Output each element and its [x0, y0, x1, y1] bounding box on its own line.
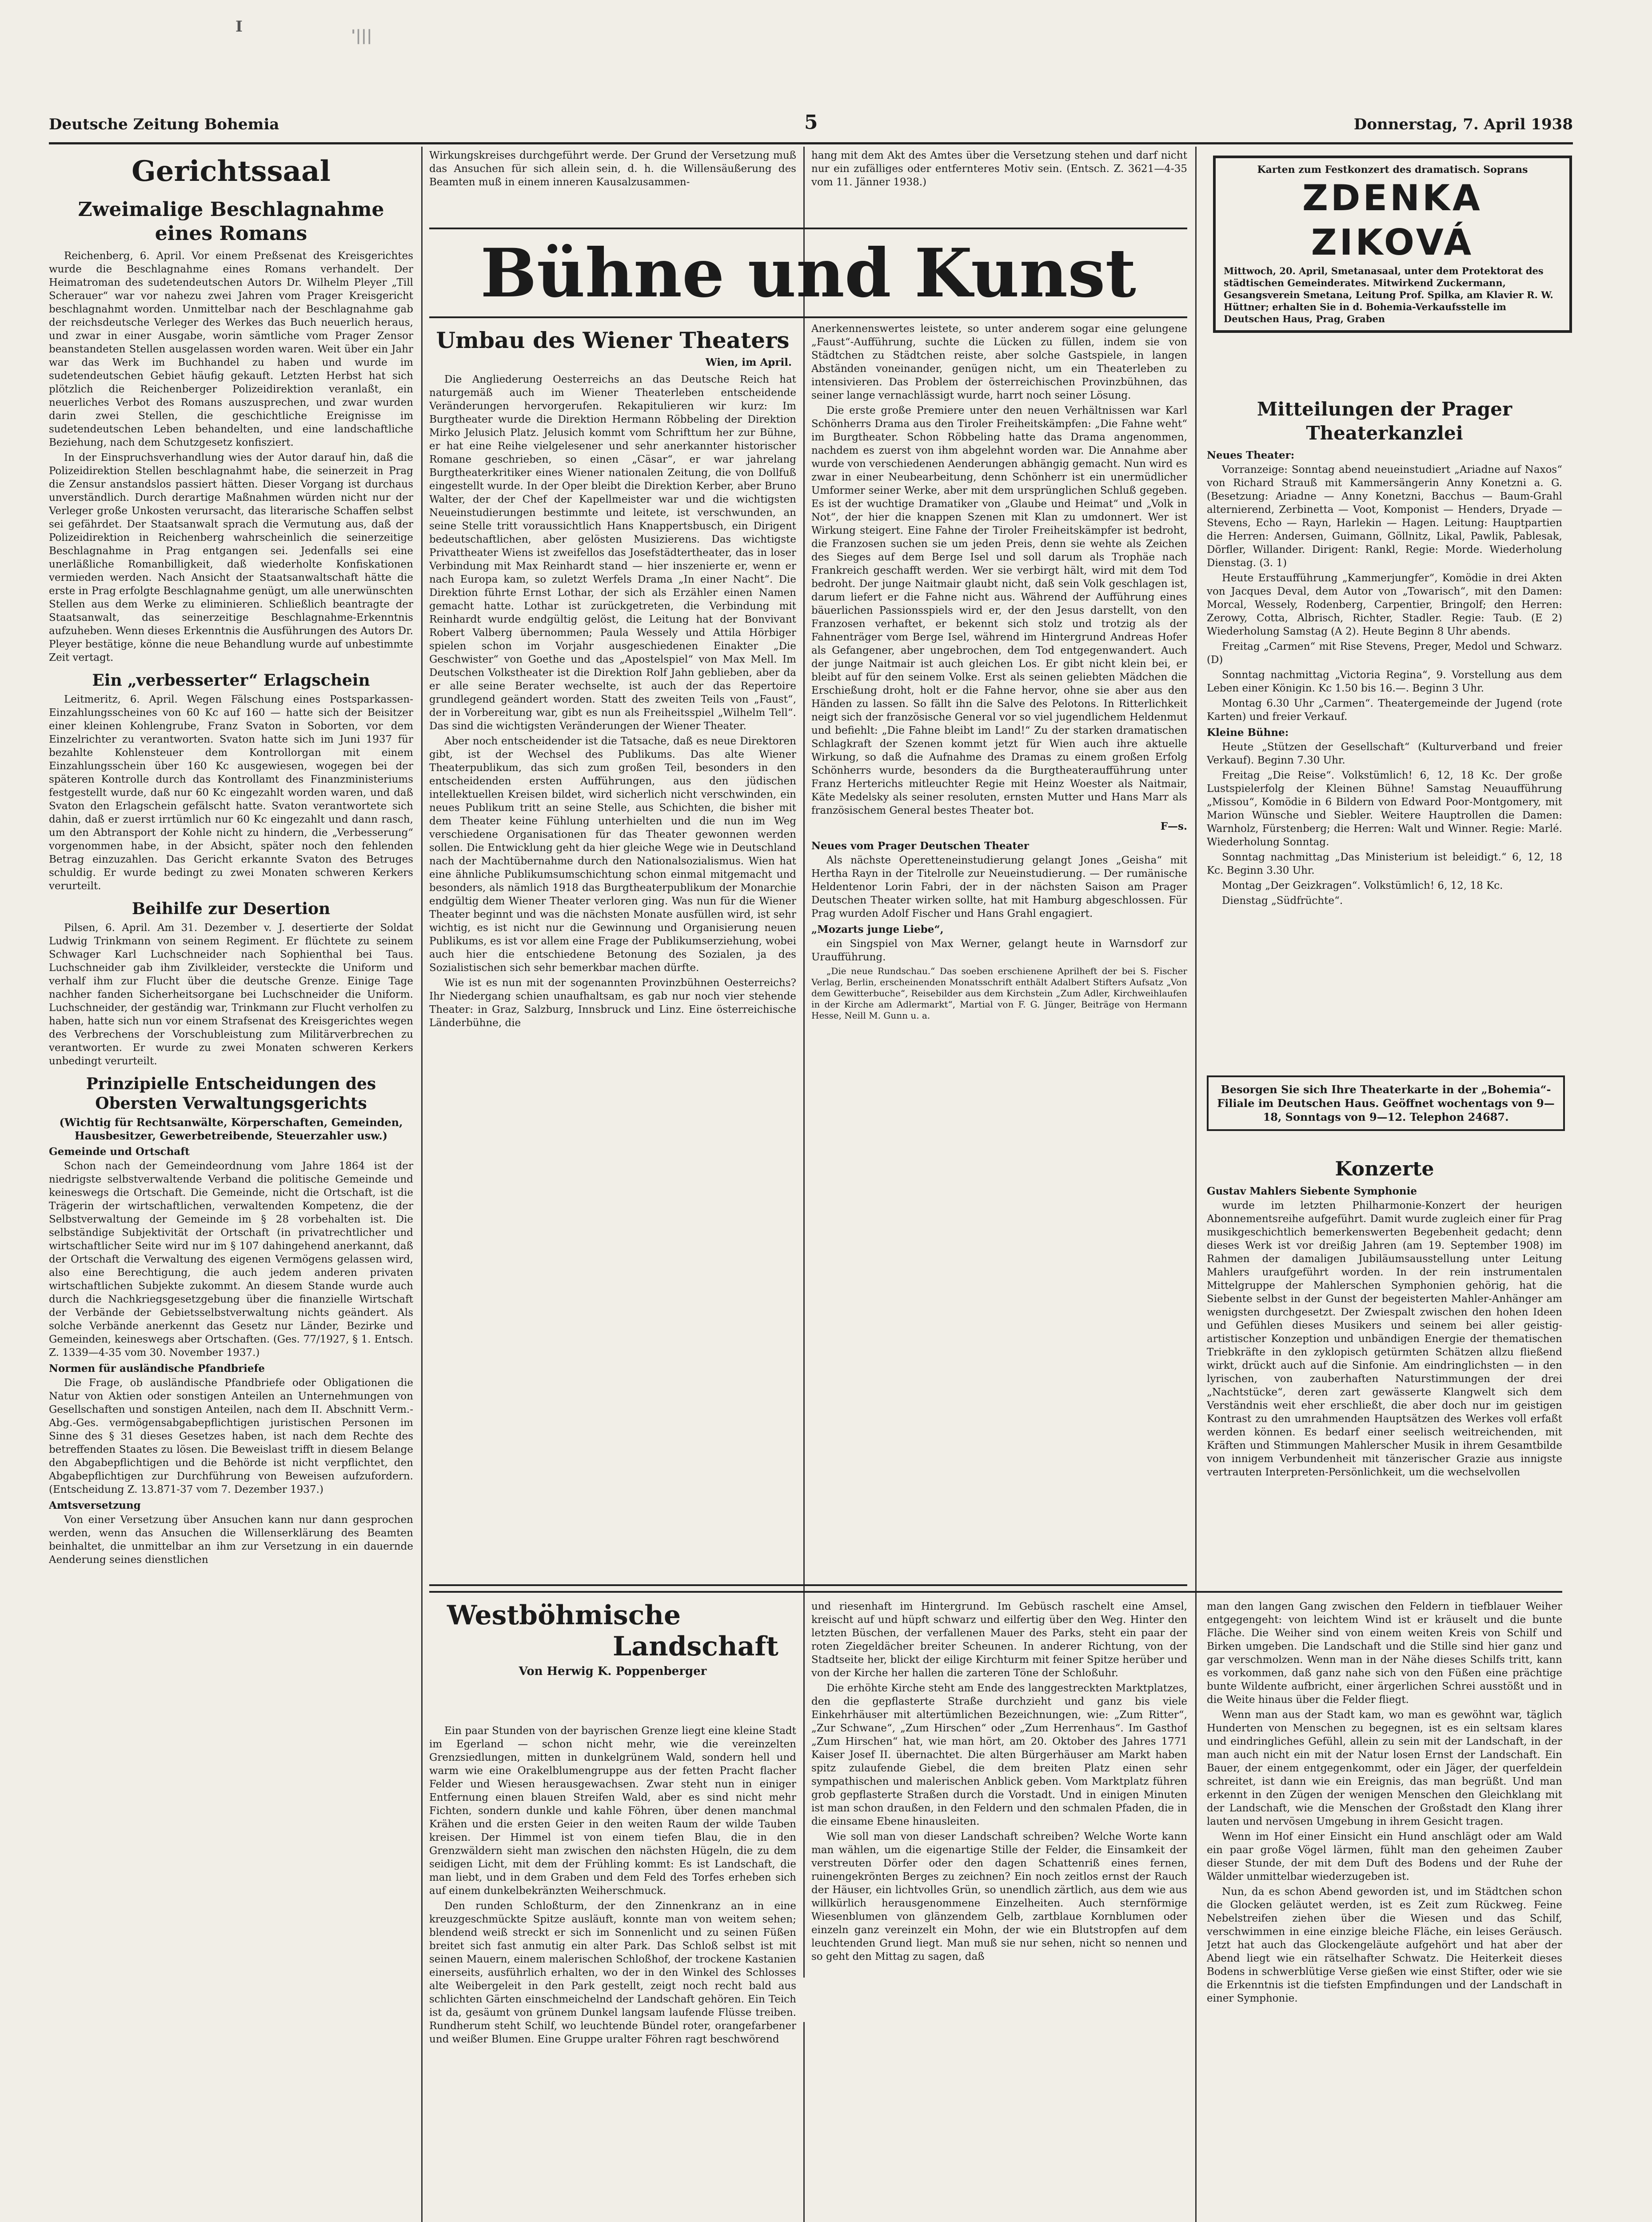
byline: Von Herwig K. Poppenberger — [519, 1665, 707, 1678]
newspaper-name: Deutsche Zeitung Bohemia — [49, 116, 279, 133]
page-header — [49, 111, 1573, 142]
buehne-column-1 — [429, 322, 796, 1580]
column-rule-2 — [803, 147, 805, 1978]
concert-ad — [1213, 156, 1572, 333]
continuation-col3 — [811, 149, 1187, 207]
landschaft-column-1 — [429, 1724, 796, 2222]
article-paragraph: Wenn im Hof einer Einsicht ein Hund anschlägt oder am Wald ein paar große Vögel lärmen, fühlt man den geheimen Zauber dieser Stunde, der mit dem Duft des Bodens und der Ruhe der Wälder unmittelbar wiederzugeben ist. — [1207, 1831, 1562, 1882]
section-rule — [429, 1591, 1562, 1593]
listing-paragraph: Sonntag nachmittag „Das Ministerium ist beleidigt.“ 6, 12, 18 Kc. Beginn 3.30 Uhr. — [1207, 851, 1562, 876]
article-paragraph: und riesenhaft im Hintergrund. Im Gebüsch raschelt eine Amsel, kreischt auf und hüpft schwarz und eilfertig über den Weg. Hinter den letzten Büschen, der verfallenen Mauer des Parks, steht ein paar der roten Ziegeldächer breiter Scheunen. In anderer Richtung, von der Stadtseite her, blickt der eilige Kirchturm mit feiner Spitze herüber und von der Kirche her hallen die zarteren Töne der Schloßuhr. — [811, 1601, 1187, 1679]
kanzlei-column — [1207, 391, 1562, 1111]
landschaft-column-3 — [1207, 1600, 1562, 2222]
article-paragraph: Anerkennenswertes leistete, so unter anderem sogar eine gelungene „Faust“-Aufführung, suchte die Lücken zu füllen, indem sie von Städtchen zu Städtchen reiste, aber solche Gastspiele, in langen Abständen voneinander, genügen nicht, um ein Theaterleben zu intensivieren. Das Problem der österreichischen Provinzbühnen, das seiner lange vernachlässigt wurde, harrt noch seiner Lösung. — [811, 323, 1187, 401]
article-paragraph: Wie soll man von dieser Landschaft schreiben? Welche Worte kann man wählen, um die eigenartige Stille der Felder, die Einsamkeit der verstreuten Dörfer oder den dagen Schattenriß eines fernen, ruinengekrönten Berges zu zeichnen? Ein noch zeitlos ernst der Rauch der Häuser, ein lichtvolles Grün, so unendlich zärtlich, aus dem wie aus willkürlich herausgenommene Einzelheiten. Auch sternförmige Wiesenblumen von glänzendem Gelb, zartblaue Kornblumen oder einzeln ganz vereinzelt ein Mohn, der wie ein Blutstropfen auf dem leuchtenden Grund liegt. Man muß sie nur sehen, nicht so nennen und so geht den Mittag zu sagen, daß — [811, 1831, 1187, 1962]
author-signature: F—s. — [1160, 820, 1187, 832]
article-paragraph: Die erhöhte Kirche steht am Ende des langgestreckten Marktplatzes, den die gepflasterte Straße durchzieht und ganz bis viele Einkehrhäuser mit altertümlichen Bezeichnungen, wie: „Zum Ritter“, „Zur Schwane“, „Zum Hirschen“ oder „Zum Herrenhaus“. Im Gasthof „Zum Hirschen“ hat, wie man hört, am 20. Oktober des Jahres 1771 Kaiser Josef II. übernachtet. Die alten Bürgerhäuser am Markt haben spitz zulaufende Giebel, die dem breiten Platz einen sehr sympathischen und malerischen Anblick geben. Vom Marktplatz führen grob gepflasterte Straßen durch die Vorstadt. Und in einigen Minuten ist man schon draußen, in den Feldern und den schmalen Pfaden, die in die einsame Ebene hinausleiten. — [811, 1682, 1187, 1827]
issue-date: Donnerstag, 7. April 1938 — [1353, 116, 1573, 133]
ad-heading: Karten zum Festkonzert des dramatisch. Soprans — [1257, 164, 1528, 176]
article-paragraph: Wenn man aus der Stadt kam, wo man es gewöhnt war, täglich Hunderten von Menschen zu begegnen, ist es ein seltsam klares und eindringliches Gefühl, allein zu sein mit der Landschaft, in der man auch nicht ein mit der Natur losen Ernst der Landschaft. Ein Bauer, der einem entgegenkommt, oder ein Jäger, der querfeldein schreitet, ist dann wie ein Ereignis, das man begrüßt. Und man erkennt in den Zügen der wenigen Menschen den Gleichklang mit der Landschaft, wie die Menschen der Großstadt den Klang ihrer lauten und nervösen Umgebung in ihrem Gesicht tragen. — [1207, 1709, 1562, 1827]
article-paragraph: Ein paar Stunden von der bayrischen Grenze liegt eine kleine Stadt im Egerland — schon nicht mehr, wie die vereinzelten Grenzsiedlungen, mitten in dunkelgrünem Wald, sondern hell und warm wie eine Orakelblumengruppe aus der fetten Pracht flacher Felder und Wiesen herausgewachsen. Zwar steht nun in einiger Entfernung einen blauen Streifen Wald, aber es sind nicht mehr Fichten, sondern dunkle und kahle Föhren, über denen manchmal Krähen und die ersten Geier in den weiten Raum der wilde Tauben kreisen. Der Himmel ist von einem tiefen Blau, die in den Grenzwäldern sieht man zwischen den nächsten Hügeln, die zu dem seidigen Licht, mit dem der Frühling kommt: Es ist Landschaft, die man liebt, und in dem Graben und dem Feld des Torfes erheben sich auf einem dunkelbekränzten Weiherschmuck. — [429, 1725, 796, 1897]
column-rule-1 — [421, 147, 423, 2222]
article-paragraph: Wirkungskreises durchgeführt werde. Der Grund der Versetzung muß das Ansuchen für sich allein sein, d. h. die Willensäußerung des Beamten muß in einem inneren Kausalzusammen- — [429, 150, 796, 188]
subheading: Neues vom Prager Deutschen Theater — [811, 840, 1029, 852]
article-paragraph: wurde im letzten Philharmonie-Konzert der heurigen Abonnementsreihe aufgeführt. Damit wurde zugleich einer für Prag musikgeschichtlich bemerkenswerten Begebenheit gedacht; denn dieses Werk ist vor dreißig Jahren (am 19. September 1908) im Rahmen der damaligen Jubiläumsausstellung unter Leitung Mahlers uraufgeführt worden. In der rein instrumentalen Mittelgruppe der Mahlerschen Symphonien gehörig, hat die Siebente selbst in der Gunst der begeisterten Mahler-Anhänger am wenigsten durchgesetzt. Der Zwiespalt zwischen den hohen Ideen und Gefühlen dieses Musikers und seinem bei aller geistig-artistischer Konzeption und unbändigen Energie der thematischen Triebkräfte in den zyklopisch getürmten Schätzen allzu fließend wirkt, drückt auch auf die Sinfonie. Am eindringlichsten — in den lyrischen, von zauberhaften Naturstimmungen der drei „Nachtstücke“, deren zart gewässerte Klangwelt sich dem Verständnis weit eher erschließt, die aber doch nur im geistigen Kontrast zu den umrahmenden Hauptsätzen des Werkes voll erfaßt werden können. Es bedarf einer seelisch weitreichenden, mit Kräften und Stimmungen Mahlerscher Musik in ihrem Gesamtbilde von innigem Verbundenheit mit tänzerischer Grazie aus innigste vertrauten Interpreten-Persönlichkeit, um die wechselvollen — [1207, 1200, 1562, 1478]
listing-paragraph: Vorranzeige: Sonntag abend neueinstudiert „Ariadne auf Naxos“ von Richard Strauß mit Kammersängerin Anny Konetzni a. G. (Besetzung: Ariadne — Anny Konetzni, Bacchus — Baum-Grahl alternierend, Zerbinetta — Voot, Komponist — Henders, Dryade — Stevens, Echo — Rayn, Harlekin — Hagen. Leitung: Hauptpartien die Herren: Andersen, Guimann, Göllnitz, Likal, Pawlik, Pablesak, Dörfler, Willander. Dirigent: Rankl, Regie: Morde. Wiederholung Dienstag. (3. 1) — [1207, 464, 1562, 569]
article-title: Umbau des Wiener Theaters — [436, 327, 790, 353]
article-paragraph: Reichenberg, 6. April. Vor einem Preßsenat des Kreisgerichtes wurde die Beschlagnahme eines Romans verhandelt. Der Heimatroman des sudetendeutschen Autors Dr. Wilhelm Pleyer „Till Scherauer“ war vor nahezu zwei Jahren vom Prager Kreisgericht beschlagnahmt worden. Unmittelbar nach der Beschlagnahme gab der reichsdeutsche Verleger des Werkes das Buch neuerlich heraus, und zwar in einer Ausgabe, worin sämtliche vom Prager Zensor beanstandeten Stellen ausgelassen worden waren. Weit über ein Jahr war das Werk im Buchhandel zu haben und wurde im sudetendeutschen Gebiet häufig gekauft. Letzten Herbst hat sich plötzlich die Reichenberger Polizeidirektion veranlaßt, ein neuerliches Verbot des Romans auszusprechen, und zwar wurden darin zwei Stellen, die geschichtliche Ereignisse im sudetendeutschen Leben behandelten, und eine landschaftliche Beziehung, nach dem Schutzgesetz konfisziert. — [49, 250, 413, 448]
article-paragraph: Nun, da es schon Abend geworden ist, und im Städtchen schon die Glocken geläutet werden, ist es Zeit zum Rückweg. Feine Nebelstreifen ziehen über die Wiesen und das Schilf, verschwimmen in eine einzige bleiche Fläche, ein leises Geräusch. Jetzt hat auch das Glockengeläute aufgehört und hat aber der Abend liegt wie ein rätselhafter Schwatz. Die Heiterkeit dieses Bodens in schwerblütige Verse gießen wie einst Stifter, oder wie sie die Erkenntnis ist die tiefsten Empfindungen und der Landschaft in einer Symphonie. — [1207, 1886, 1562, 2004]
article-paragraph: Die erste große Premiere unter den neuen Verhältnissen war Karl Schönherrs Drama aus den Tiroler Freiheitskämpfen: „Die Fahne weht“ im Burgtheater. Schon Röbbeling hatte das Drama angenommen, nachdem es zuerst von ihm abgelehnt worden war. Die Annahme aber wurde von verschiedenen Aenderungen abhängig gemacht. Nun wird es zwar in einer Neubearbeitung, denn Schönherr ist ein unermüdlicher Umformer seiner Werke, aber mit dem ursprünglichen Schluß gegeben. Es ist der wuchtige Dramatiker von „Glaube und Heimat“ und „Volk in Not“, der hier die knappen Szenen mit Klan zu umdonnert. Wer ist Wirkung steigert. Eine Fahne der Tiroler Freiheitskämpfer ist bedroht, die Franzosen suchen sie um jeden Preis, denn sie wehte als Zeichen des Sieges auf dem Berge Isel und soll darum als Trophäe nach Frankreich geschafft werden. Wer sie verbirgt hält, wird mit dem Tod bedroht. Der junge Naitmair glaubt nicht, daß sein Volk geschlagen ist, darum liefert er die Fahne nicht aus. Während der Aufführung eines bäuerlichen Passionsspiels wird er, der den Jesus darstellt, von den Franzosen verhaftet, er bekennt sich stolz und trotzig als der Fahnenträger vom Berge Isel, während im Hintergrund Andreas Hofer als Gefangener, aber ungebrochen, dem Tod entgegenwandert. Auch der junge Naitmair ist auch gleichen Los. Er gibt nicht klein bei, er bleibt auf für den seinem Volke. Erst als seinen geliebten Mädchen die Erschießung droht, holt er die Fahne hervor, ohne sie aber aus den Händen zu lassen. So fällt ihn die Salve des Pelotons. In Ritterlichkeit neigt sich der französische General vor so viel jugendlichem Heldenmut und befiehlt: „Die Fahne bleibt im Land!“ Zu der starken dramatischen Schlagkraft der Szenen kommt jetzt für Wien auch ihre aktuelle Wirkung, so daß die Aufnahme des Dramas zu einem großen Erfolg Schönherrs wurde, besonders da die Burgtheateraufführung unter Franz Herterichs mitleuchter Regie mit Heinz Woester als Naitmair, Käte Medelsky als seiner resoluten, ernsten Mutter und Hans Marr als französischem General bestes Theater bot. — [811, 405, 1187, 816]
article-title: Prinzipielle Entscheidungen des Obersten Verwaltungsgerichts — [86, 1075, 376, 1113]
listing-paragraph: Freitag „Carmen“ mit Rise Stevens, Preger, Medol und Schwarz. (D) — [1207, 641, 1562, 666]
column-rule-3 — [1195, 147, 1197, 2222]
listing-paragraph: Sonntag nachmittag „Victoria Regina“, 9. Vorstellung aus dem Leben einer Königin. Kc 1.50 bis 16.—. Beginn 3 Uhr. — [1207, 669, 1562, 694]
subheading: Gemeinde und Ortschaft — [49, 1146, 190, 1158]
article-title: Ein „verbesserter“ Erlagschein — [92, 671, 370, 690]
margin-mark-left: I — [235, 18, 243, 36]
landschaft-title-block — [429, 1600, 796, 1684]
article-title: Zweimalige Beschlagnahme eines Romans — [78, 198, 384, 245]
listing-paragraph: Heute „Stützen der Gesellschaft“ (Kulturverband und freier Verkauf). Beginn 7.30 Uhr. — [1207, 741, 1562, 766]
listing-paragraph: Heute Erstaufführung „Kammerjungfer“, Komödie in drei Akten von Jacques Deval, dem Autor von „Towarisch“, mit den Damen: Morcal, Wessely, Rodenberg, Carpentier, Bringolf; den Herren: Zerowy, Cotta, Albrisch, Richter, Stadler. Regie: Taub. (E 2) Wiederholung Samstag (A 2). Heute Beginn 8 Uhr abends. — [1207, 572, 1562, 637]
gerichtssaal-column — [49, 149, 413, 2222]
article-paragraph: Den runden Schloßturm, der den Zinnenkranz an in eine kreuzgeschmückte Spitze ausläuft, konnte man von weitem sehen; blendend weiß streckt er sich im Sonnenlicht und zu seinen Füßen breitet sich fast anmutig ein alter Park. Das Schloß selbst ist mit seinen Mauern, einem malerischen Schloßhof, der trockene Kastanien einerseits, ausführlich erhalten, wo der in den Winkel des Schlosses alte Weibergeleit in den Park gestellt, zeigt noch recht bald aus schlichten Gärten einschmeichelnd der Landschaft gehören. Ein Teich ist da, gesäumt von grünem Dunkel langsam laufende Flüsse treiben. Rundherum steht Schilf, wo leuchtende Bündel roter, orangefarbener und weißer Blumen. Eine Gruppe uralter Föhren ragt beschwörend — [429, 1900, 796, 2045]
article-title-line2: Landschaft — [613, 1631, 778, 1662]
landschaft-column-2 — [811, 1600, 1187, 2222]
listing-paragraph: Freitag „Die Reise“. Volkstümlich! 6, 12, 18 Kc. Der große Lustspielerfolg der Kleinen Bühne! Samstag Neuaufführung „Missou“, Komödie in 6 Bildern von Edward Poor-Montgomery, mit Marion Wünsche und Siebler. Weitere Hauptrollen die Damen: Warnholz, Fürstenberg; die Herren: Walt und Winner. Regie: Marlé. Wiederholung Sonntag. — [1207, 770, 1562, 848]
article-paragraph: Wie ist es nun mit der sogenannten Provinzbühnen Oesterreichs? Ihr Niedergang schien unaufhaltsam, es gab nur noch vier stehende Theater: in Graz, Salzburg, Innsbruck und Linz. Eine österreichische Länderbühne, die — [429, 977, 796, 1029]
subheading: Gustav Mahlers Siebente Symphonie — [1207, 1185, 1417, 1197]
subheading: Amtsversetzung — [49, 1499, 141, 1511]
article-paragraph: „Die neue Rundschau.“ Das soeben erschienene Aprilheft der bei S. Fischer Verlag, Berlin, erscheinenden Monatsschrift enthält Adalbert Stifters Aufsatz „Von dem Gewitterbuche“, Reisebilder aus dem Kirchstein „Zum Adler, Kirchweihlaufen in der Kirche am Adlermarkt“, Martial von F. G. Jünger, Beiträge von Hermann Hesse, Neill M. Gunn u. a. — [811, 966, 1187, 1021]
continuation-col2 — [429, 149, 796, 207]
section-title-buehne: Bühne und Kunst — [480, 234, 1136, 312]
subheading: Kleine Bühne: — [1207, 727, 1289, 739]
listing-paragraph: Dienstag „Südfrüchte“. — [1222, 895, 1343, 907]
article-paragraph: Als nächste Operetteneinstudierung gelangt Jones „Geisha“ mit Hertha Rayn in der Titelrolle zur Neueinstudierung. — Der rumänische Heldentenor Lorin Fabri, der in der nächsten Saison am Prager Deutschen Theater wirken sollte, hat mit Hamburg abgeschlossen. Für Prag wurden Adolf Fischer und Hans Grahl engagiert. — [811, 855, 1187, 919]
section-title-gerichtssaal: Gerichtssaal — [132, 155, 331, 188]
article-paragraph: Die Angliederung Oesterreichs an das Deutsche Reich hat naturgemäß auch im Wiener Theaterleben entscheidende Veränderungen hervorgerufen. Rekapitulieren wir kurz: Im Burgtheater wurde die Direktion Hermann Röbbeling der Direktion Mirko Jelusich Platz. Jelusich kommt vom Schrifttum her zur Bühne, er hat eine Reihe vielgelesener und sehr anerkannter historischer Romane geschrieben, so einen „Cäsar“, er war jahrelang Burgtheaterkritiker eines Wiener nationalen Zeitung, die von Dollfuß eingestellt wurde. In der Oper bleibt die Direktion Kerber, aber Bruno Walter, der der Chef der Kapellmeister war und die wichtigsten Neueinstudierungen bestimmte und leitete, ist verschwunden, an seine Stelle tritt voraussichtlich Hans Knappertsbusch, ein Dirigent bedeutschaftlichen, aber gelösten Musizierens. Das wichtigste Privattheater Wiens ist zweifellos das Josefstädtertheater, das in loser Verbindung mit Max Reinhardt stand — hier inszenierte er, wenn er nach Europa kam, so zuletzt Werfels Drama „In einer Nacht“. Die Direktion führte Ernst Lothar, der sich als Erzähler einen Namen gemacht hatte. Lothar ist zurückgetreten, die Verbindung mit Reinhardt wurde endgültig gelöst, die Leitung hat der Bonvivant Robert Valberg übernommen; Paula Wessely und Attila Hörbiger spielen schon im Vorjahr ausgeschiedenen Einakter „Die Geschwister“ von Goethe und das „Apostelspiel“ von Max Mell. Im Deutschen Volkstheater ist die Direktion Rolf Jahn geblieben, aber da er alle seine Berater wechselte, ist auch der das Repertoire grundlegend geändert worden. Statt des zweiten Teils von „Faust“, der in Vorbereitung war, gibt es nun als Freiheitsspiel „Wilhelm Tell“. Das sind die wichtigsten Veränderungen der Wiener Theater. — [429, 374, 796, 732]
header-rule — [49, 142, 1573, 144]
column-rule-4 — [803, 2022, 805, 2222]
listing-paragraph: Montag 6.30 Uhr „Carmen“. Theatergemeinde der Jugend (rote Karten) und freier Verkauf. — [1207, 698, 1562, 723]
dateline: Wien, im April. — [705, 356, 792, 368]
article-paragraph: Schon nach der Gemeindeordnung vom Jahre 1864 ist der niedrigste selbstverwaltende Verband die politische Gemeinde und keineswegs die Ortschaft. Die Gemeinde, nicht die Ortschaft, ist die Trägerin der wirtschaftlichen, verwaltenden Kompetenz, die der Selbstverwaltung der Gemeinde im § 28 vorbehalten ist. Die selbständige Subjektivität der Ortschaft (in privatrechtlicher und wirtschaftlicher Seite wird nur im § 107 dahingehend anerkannt, daß der Ortschaft die Verwaltung des eigenen Vermögens gelassen wird, also eine Berechtigung, die auch jedem anderen privaten wirtschaftlichen Subjekte zukommt. An diesem Stande wurde auch durch die Nachkriegsgesetzgebung über die finanzielle Wirtschaft der Verbände der Gebietsselbstverwaltung nichts geändert. Als solche Verbände anerkennt das Gesetz nur Länder, Bezirke und Gemeinden, keineswegs aber Ortschaften. (Ges. 77/1927, § 1. Entsch. Z. 1339—4-35 vom 30. November 1937.) — [49, 1160, 413, 1359]
page-number: 5 — [804, 111, 818, 134]
section-title-konzerte: Konzerte — [1335, 1158, 1434, 1180]
article-paragraph: In der Einspruchsverhandlung wies der Autor darauf hin, daß die Polizeidirektion Stellen beschlagnahmt habe, die seinerzeit in Prag die Zensur anstandslos passiert hätten. Dieser Vorgang ist durchaus unverständlich. Durch derartige Maßnahmen würden nicht nur der Verleger große Unkosten verursacht, das literarische Schaffen selbst sei gefährdet. Der Staatsanwalt sprach die Vermutung aus, daß der Polizeidirektion in Reichenberg wahrscheinlich die seinerzeitige Beschlagnahme in Prag entgangen sei. Jedenfalls sei eine unerläßliche Romanbilligkeit, daß wiederholte Konfiskationen vermieden werden. Nach Ansicht der Staatsanwaltschaft hätte die erste in Prag erfolgte Beschlagnahme genügt, um alle unerwünschten Stellen aus dem Werke zu eliminieren. Schließlich beantragte der Staatsanwalt, das seinerzeitige Beschlagnahme-Erkenntnis aufzuheben. Wenn dieses Erkenntnis die Ausführungen des Autors Dr. Pleyer bestätige, könne die neue Behandlung wurde auf unbestimmte Zeit vertagt. — [49, 452, 413, 663]
section-title-kanzlei: Mitteilungen der Prager Theaterkanzlei — [1257, 398, 1512, 444]
margin-mark-center: '||| — [351, 27, 372, 44]
subheading: Normen für ausländische Pfandbriefe — [49, 1363, 265, 1375]
article-paragraph: hang mit dem Akt des Amtes über die Versetzung stehen und darf nicht nur ein zufälliges oder entfernteres Motiv sein. (Entsch. Z. 3621—4-35 vom 11. Jänner 1938.) — [811, 150, 1187, 188]
subheading: Neues Theater: — [1207, 449, 1295, 461]
article-paragraph: Die Frage, ob ausländische Pfandbriefe oder Obligationen die Natur von Aktien oder sonstigen Anteilen an Unternehmungen von Gesellschaften und sonstigen Anteilen, nach dem II. Abschnitt Verm.-Abg.-Ges. vermögensabgabepflichtigen juristischen Personen im Sinne des § 31 dieses Gesetzes haben, ist nach dem Rechte des betreffenden Staates zu lösen. Die Beweislast trifft in diesem Belange den Abgabepflichtigen und die Behörde ist nicht verpflichtet, den Abgabepflichtigen zur Durchführung von Beweisen aufzufordern. (Entscheidung Z. 13.871-37 vom 7. Dezember 1937.) — [49, 1377, 413, 1495]
buehne-column-2 — [811, 322, 1187, 1580]
ad-details: Mittwoch, 20. April, Smetanasaal, unter dem Protektorat des städtischen Gemeinderates. Mitwirkend Zuckermann, Gesangsverein Smetana, Leitung Prof. Spilka, am Klavier R. W. Hüttner; erhalten Sie in d. Bohemia-Verkaufsstelle im Deutschen Haus, Prag, Graben — [1224, 265, 1553, 324]
subheading: „Mozarts junge Liebe“, — [811, 923, 944, 935]
article-paragraph: ein Singspiel von Max Werner, gelangt heute in Warnsdorf zur Uraufführung. — [811, 938, 1187, 963]
article-title-line1: Westböhmische — [447, 1600, 681, 1631]
section-rule — [429, 316, 1187, 318]
article-paragraph: Pilsen, 6. April. Am 31. Dezember v. J. desertierte der Soldat Ludwig Trinkmann von seinem Regiment. Er flüchtete zu seinem Schwager Karl Luchschneider nach Sophienthal bei Taus. Luchschneider gab ihm Zivilkleider, versteckte die Uniform und verhalf ihm zur Flucht über die deutsche Grenze. Einige Tage nachher fanden Sicherheitsorgane bei Luchschneider die Uniform. Luchschneider, der geständig war, Trinkmann zur Flucht verholfen zu haben, hatte sich nun vor einem Strafsenat des Kreisgerichtes wegen des Verbrechens der Vorschubleistung zum Militärverbrechen zu verantworten. Er wurde zu zwei Monaten schweren Kerkers unbedingt verurteilt. — [49, 922, 413, 1067]
listing-paragraph: Montag „Der Geizkragen“. Volkstümlich! 6, 12, 18 Kc. — [1222, 880, 1503, 891]
ad-performer-name: ZDENKA ZIKOVÁ — [1302, 177, 1483, 263]
konzerte-column — [1207, 1151, 1562, 1595]
ticket-notice-box: Besorgen Sie sich Ihre Theaterkarte in der „Bohemia“-Filiale im Deutschen Haus. Geöffnet wochentags von 9—18, Sonntags von 9—12. Telephon 24687. — [1207, 1075, 1565, 1131]
article-paragraph: Von einer Versetzung über Ansuchen kann nur dann gesprochen werden, wenn das Ansuchen die Willenserklärung des Beamten beinhaltet, die unmittelbar an ihm zur Versetzung in ein dauernde Aenderung seines dienstlichen — [49, 1514, 413, 1566]
article-title: Beihilfe zur Desertion — [132, 899, 331, 918]
article-paragraph: Aber noch entscheidender ist die Tatsache, daß es neue Direktoren gibt, ist der Wechsel des Publikums. Das alte Wiener Theaterpublikum, das sich zum großen Teil, besonders in den entscheidenden ersten Aufführungen, aus den jüdischen intellektuellen Kreisen bildet, wird sicherlich nicht verschwinden, ein neues Publikum tritt an seine Stelle, aus Schichten, die bisher mit dem Theater keine Fühlung unterhielten und die nun im Weg verschiedene Organisationen für das Theater gewonnen werden sollen. Die Entwicklung geht da hier gleiche Wege wie in Deutschland nach der Machtübernahme durch den Nationalsozialismus. Wien hat eine ähnliche Publikumsumschichtung schon einmal mitgemacht und besonders, als nämlich 1918 das Burgtheaterpublikum der Monarchie endgültig dem Wiener Theater verloren ging. Was nun für die Wiener Theater beginnt und was die nächsten Monate ausfüllen wird, ist sehr wichtig, es ist nicht nur die Gewinnung und Organisierung neuen Publikums, es ist vor allem eine Frage der Publikumserziehung, wobei auch hier die entschiedene Betonung des Sozialen, ja des Sozialistischen sich sehr bemerkbar machen dürfte. — [429, 735, 796, 974]
section-rule — [429, 1584, 1187, 1586]
article-note: (Wichtig für Rechtsanwälte, Körperschaften, Gemeinden, Hausbesitzer, Gewerbetreibende, Steuerzahler usw.) — [59, 1116, 403, 1142]
article-paragraph: man den langen Gang zwischen den Feldern in tiefblauer Weiher entgegengeht: von leichtem Wind ist er kräuselt und die bunte Fläche. Die Weiher sind von einem weiten Kreis von Schilf und Birken umgeben. Die Landschaft und die Stille sind hier ganz und gar verschmolzen. Wenn man in der Nähe dieses Schilfs tritt, kann es vorkommen, daß ganz nahe sich von den Füßen eine prächtige bunte Wildente aufbricht, einer ärgerlichen Schrei ausstößt und in die Weite hinaus über die Felder fliegt. — [1207, 1601, 1562, 1706]
article-paragraph: Leitmeritz, 6. April. Wegen Fälschung eines Postsparkassen-Einzahlungsscheines von 60 Kc auf 160 — hatte sich der Beisitzer einer kleinen Kohlengrube, Franz Svaton in Soborten, vor dem Einzelrichter zu verantworten. Svaton hatte sich im Juni 1937 für bezahlte Kohlensteuer dem Kontrollorgan mit einem Einzahlungsschein über 160 Kc ausgewiesen, wogegen bei der späteren Kontrolle durch das Kontrollamt des Finanzministeriums festgestellt wurde, daß nur 60 Kc eingezahlt worden waren, und daß Svaton den Erlagschein gefälscht hatte. Svaton verantwortete sich dahin, daß er zuerst irrtümlich nur 60 Kc eingezahlt und dann rasch, um den Abtransport der Kohle nicht zu hindern, die „Verbesserung“ vorgenommen habe, in der Absicht, später noch den fehlenden Betrag einzuzahlen. Das Gericht erkannte Svaton des Betruges schuldig. Er wurde bedingt zu zwei Monaten schweren Kerkers verurteilt. — [49, 694, 413, 892]
section-rule — [429, 228, 1187, 229]
